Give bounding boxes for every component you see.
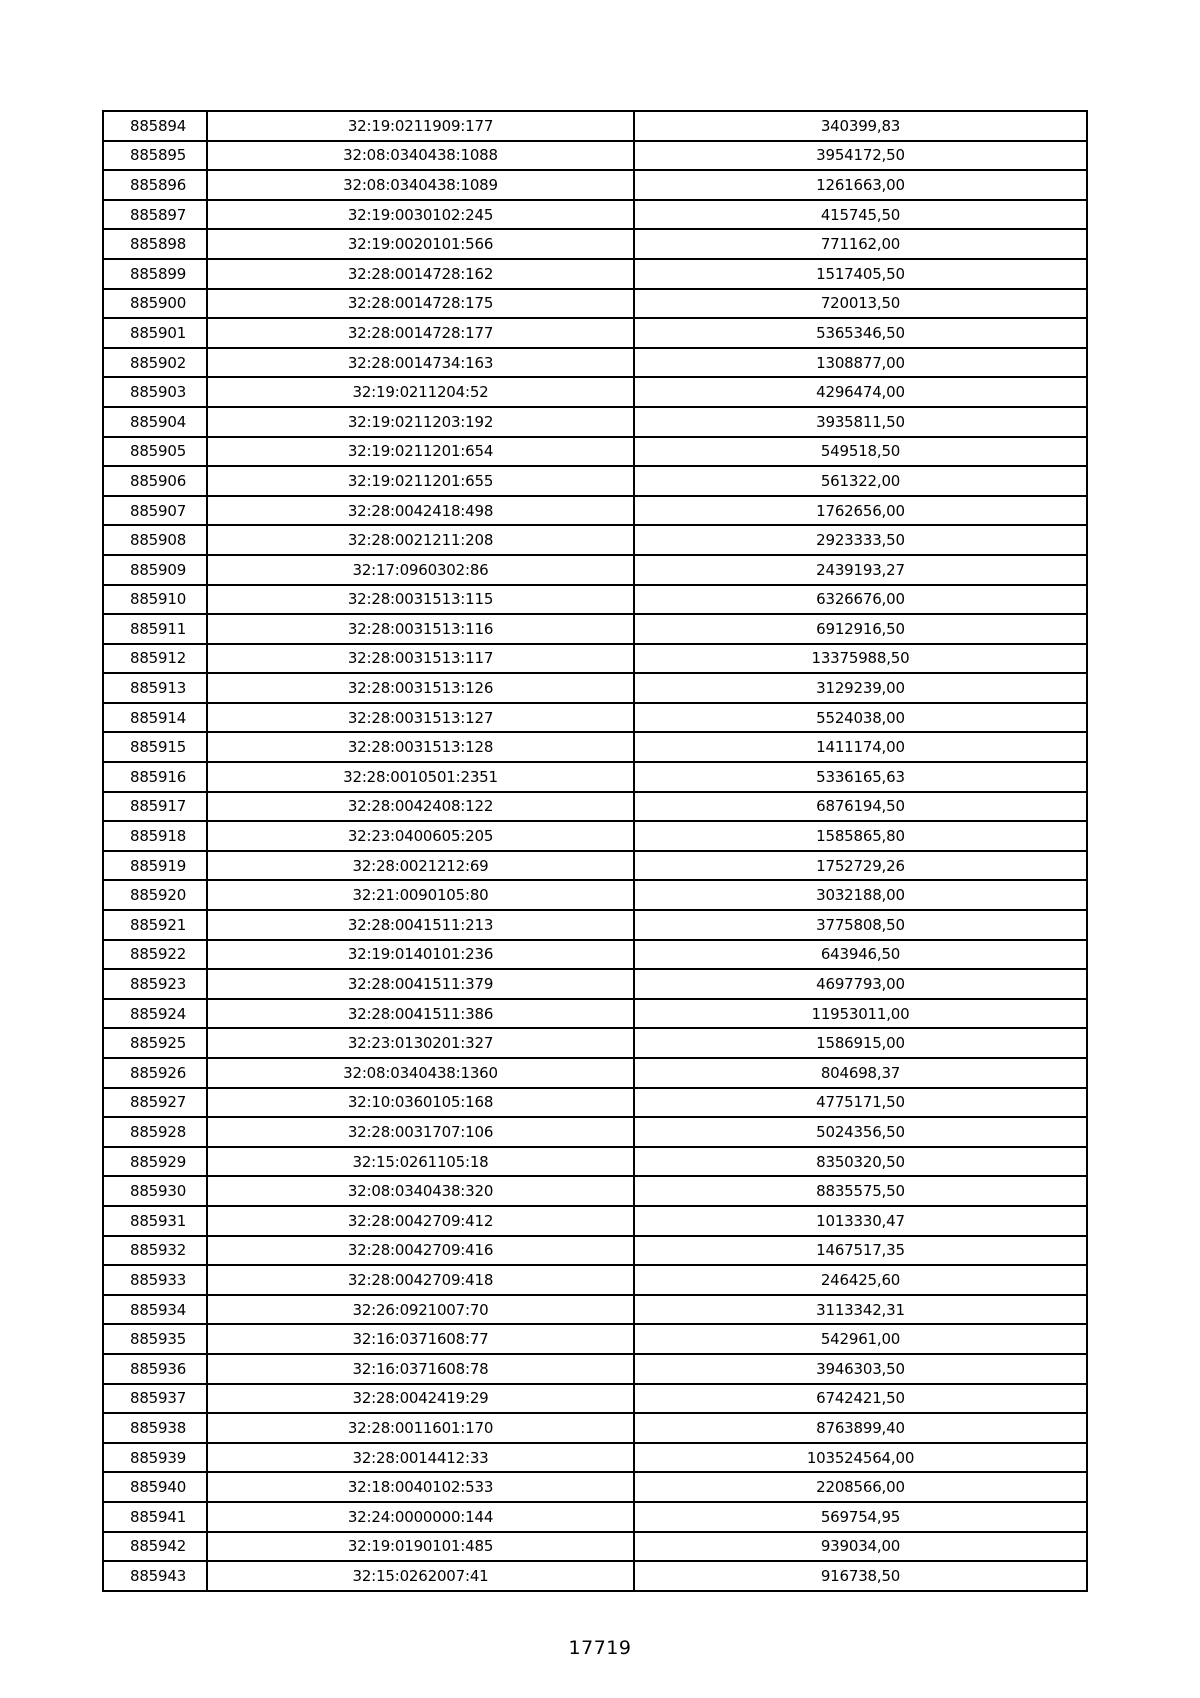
row-id-cell: 885895 — [103, 141, 207, 171]
table-row — [103, 377, 1087, 407]
row-id-cell: 885897 — [103, 200, 207, 230]
row-id-cell: 885913 — [103, 673, 207, 703]
row-id-cell: 885904 — [103, 407, 207, 437]
value-cell: 1586915,00 — [634, 1028, 1087, 1058]
cadastral-number-cell: 32:23:0400605:205 — [207, 821, 634, 851]
value-cell: 1261663,00 — [634, 170, 1087, 200]
table-row — [103, 1532, 1087, 1562]
cadastral-number-cell: 32:15:0261105:18 — [207, 1147, 634, 1177]
table-row — [103, 259, 1087, 289]
row-id-cell: 885928 — [103, 1117, 207, 1147]
table-row — [103, 910, 1087, 940]
table-row — [103, 318, 1087, 348]
table-row — [103, 525, 1087, 555]
row-id-cell: 885943 — [103, 1561, 207, 1591]
value-cell: 5024356,50 — [634, 1117, 1087, 1147]
table-row — [103, 644, 1087, 674]
table-row — [103, 466, 1087, 496]
cadastral-number-cell: 32:28:0014728:177 — [207, 318, 634, 348]
cadastral-number-cell: 32:28:0031513:127 — [207, 703, 634, 733]
page-number: 17719 — [568, 1637, 632, 1659]
table-row — [103, 437, 1087, 467]
cadastral-number-cell: 32:08:0340438:1360 — [207, 1058, 634, 1088]
row-id-cell: 885916 — [103, 762, 207, 792]
value-cell: 103524564,00 — [634, 1443, 1087, 1473]
table-row — [103, 999, 1087, 1029]
cadastral-number-cell: 32:28:0042408:122 — [207, 792, 634, 822]
cadastral-number-cell: 32:08:0340438:1088 — [207, 141, 634, 171]
cadastral-number-cell: 32:28:0014412:33 — [207, 1443, 634, 1473]
row-id-cell: 885927 — [103, 1088, 207, 1118]
table-row — [103, 792, 1087, 822]
table-body — [103, 111, 1087, 1591]
cadastral-number-cell: 32:28:0042418:498 — [207, 496, 634, 526]
row-id-cell: 885937 — [103, 1384, 207, 1414]
table-row — [103, 407, 1087, 437]
value-cell: 3935811,50 — [634, 407, 1087, 437]
table-row — [103, 1295, 1087, 1325]
value-cell: 11953011,00 — [634, 999, 1087, 1029]
value-cell: 1308877,00 — [634, 348, 1087, 378]
cadastral-number-cell: 32:16:0371608:78 — [207, 1354, 634, 1384]
value-cell: 8350320,50 — [634, 1147, 1087, 1177]
table-row — [103, 555, 1087, 585]
table-row — [103, 732, 1087, 762]
cadastral-number-cell: 32:19:0211201:655 — [207, 466, 634, 496]
table-row — [103, 940, 1087, 970]
value-cell: 2208566,00 — [634, 1472, 1087, 1502]
row-id-cell: 885939 — [103, 1443, 207, 1473]
cadastral-number-cell: 32:28:0042419:29 — [207, 1384, 634, 1414]
cadastral-number-cell: 32:28:0042709:416 — [207, 1236, 634, 1266]
row-id-cell: 885909 — [103, 555, 207, 585]
cadastral-number-cell: 32:28:0031513:115 — [207, 585, 634, 615]
data-table — [102, 110, 1088, 1592]
table-row — [103, 969, 1087, 999]
value-cell: 3946303,50 — [634, 1354, 1087, 1384]
value-cell: 771162,00 — [634, 229, 1087, 259]
value-cell: 643946,50 — [634, 940, 1087, 970]
value-cell: 5365346,50 — [634, 318, 1087, 348]
value-cell: 6912916,50 — [634, 614, 1087, 644]
table-row — [103, 851, 1087, 881]
value-cell: 8835575,50 — [634, 1176, 1087, 1206]
value-cell: 8763899,40 — [634, 1413, 1087, 1443]
row-id-cell: 885934 — [103, 1295, 207, 1325]
table-row — [103, 1354, 1087, 1384]
value-cell: 1762656,00 — [634, 496, 1087, 526]
value-cell: 804698,37 — [634, 1058, 1087, 1088]
value-cell: 6326676,00 — [634, 585, 1087, 615]
table-row — [103, 1265, 1087, 1295]
cadastral-number-cell: 32:19:0140101:236 — [207, 940, 634, 970]
row-id-cell: 885919 — [103, 851, 207, 881]
row-id-cell: 885920 — [103, 880, 207, 910]
table-row — [103, 1324, 1087, 1354]
table-row — [103, 585, 1087, 615]
cadastral-number-cell: 32:19:0211201:654 — [207, 437, 634, 467]
cadastral-number-cell: 32:18:0040102:533 — [207, 1472, 634, 1502]
value-cell: 13375988,50 — [634, 644, 1087, 674]
row-id-cell: 885894 — [103, 111, 207, 141]
row-id-cell: 885922 — [103, 940, 207, 970]
value-cell: 5524038,00 — [634, 703, 1087, 733]
value-cell: 415745,50 — [634, 200, 1087, 230]
row-id-cell: 885942 — [103, 1532, 207, 1562]
row-id-cell: 885935 — [103, 1324, 207, 1354]
table-row — [103, 1236, 1087, 1266]
value-cell: 6742421,50 — [634, 1384, 1087, 1414]
cadastral-number-cell: 32:28:0031707:106 — [207, 1117, 634, 1147]
row-id-cell: 885905 — [103, 437, 207, 467]
cadastral-number-cell: 32:28:0021212:69 — [207, 851, 634, 881]
value-cell: 1467517,35 — [634, 1236, 1087, 1266]
cadastral-number-cell: 32:28:0014734:163 — [207, 348, 634, 378]
row-id-cell: 885901 — [103, 318, 207, 348]
value-cell: 1585865,80 — [634, 821, 1087, 851]
value-cell: 1013330,47 — [634, 1206, 1087, 1236]
cadastral-number-cell: 32:28:0014728:175 — [207, 289, 634, 319]
table-row — [103, 170, 1087, 200]
table-row — [103, 1472, 1087, 1502]
value-cell: 4296474,00 — [634, 377, 1087, 407]
cadastral-number-cell: 32:21:0090105:80 — [207, 880, 634, 910]
cadastral-number-cell: 32:10:0360105:168 — [207, 1088, 634, 1118]
table-row — [103, 1206, 1087, 1236]
row-id-cell: 885932 — [103, 1236, 207, 1266]
table-row — [103, 289, 1087, 319]
row-id-cell: 885911 — [103, 614, 207, 644]
cadastral-number-cell: 32:28:0041511:386 — [207, 999, 634, 1029]
cadastral-number-cell: 32:23:0130201:327 — [207, 1028, 634, 1058]
row-id-cell: 885926 — [103, 1058, 207, 1088]
row-id-cell: 885918 — [103, 821, 207, 851]
cadastral-number-cell: 32:19:0211909:177 — [207, 111, 634, 141]
value-cell: 4775171,50 — [634, 1088, 1087, 1118]
table-row — [103, 614, 1087, 644]
row-id-cell: 885914 — [103, 703, 207, 733]
cadastral-number-cell: 32:19:0190101:485 — [207, 1532, 634, 1562]
cadastral-number-cell: 32:19:0211203:192 — [207, 407, 634, 437]
value-cell: 1752729,26 — [634, 851, 1087, 881]
row-id-cell: 885938 — [103, 1413, 207, 1443]
table-row — [103, 1502, 1087, 1532]
row-id-cell: 885900 — [103, 289, 207, 319]
value-cell: 939034,00 — [634, 1532, 1087, 1562]
row-id-cell: 885941 — [103, 1502, 207, 1532]
row-id-cell: 885921 — [103, 910, 207, 940]
table-row — [103, 1117, 1087, 1147]
table-row — [103, 673, 1087, 703]
value-cell: 5336165,63 — [634, 762, 1087, 792]
table-row — [103, 496, 1087, 526]
row-id-cell: 885906 — [103, 466, 207, 496]
cadastral-number-cell: 32:19:0030102:245 — [207, 200, 634, 230]
cadastral-number-cell: 32:19:0211204:52 — [207, 377, 634, 407]
table-row — [103, 821, 1087, 851]
value-cell: 561322,00 — [634, 466, 1087, 496]
table-row — [103, 1147, 1087, 1177]
value-cell: 3775808,50 — [634, 910, 1087, 940]
row-id-cell: 885896 — [103, 170, 207, 200]
value-cell: 569754,95 — [634, 1502, 1087, 1532]
cadastral-number-cell: 32:17:0960302:86 — [207, 555, 634, 585]
value-cell: 2923333,50 — [634, 525, 1087, 555]
table-row — [103, 1443, 1087, 1473]
cadastral-number-cell: 32:15:0262007:41 — [207, 1561, 634, 1591]
row-id-cell: 885903 — [103, 377, 207, 407]
value-cell: 2439193,27 — [634, 555, 1087, 585]
value-cell: 1411174,00 — [634, 732, 1087, 762]
cadastral-number-cell: 32:28:0014728:162 — [207, 259, 634, 289]
row-id-cell: 885907 — [103, 496, 207, 526]
cadastral-number-cell: 32:28:0031513:117 — [207, 644, 634, 674]
row-id-cell: 885899 — [103, 259, 207, 289]
table-row — [103, 1088, 1087, 1118]
table-row — [103, 1413, 1087, 1443]
cadastral-number-cell: 32:28:0042709:418 — [207, 1265, 634, 1295]
table-row — [103, 1028, 1087, 1058]
value-cell: 3113342,31 — [634, 1295, 1087, 1325]
table-row — [103, 880, 1087, 910]
table-row — [103, 1384, 1087, 1414]
table-row — [103, 229, 1087, 259]
row-id-cell: 885933 — [103, 1265, 207, 1295]
row-id-cell: 885929 — [103, 1147, 207, 1177]
value-cell: 3032188,00 — [634, 880, 1087, 910]
cadastral-number-cell: 32:08:0340438:320 — [207, 1176, 634, 1206]
row-id-cell: 885898 — [103, 229, 207, 259]
row-id-cell: 885915 — [103, 732, 207, 762]
table-row — [103, 141, 1087, 171]
value-cell: 3129239,00 — [634, 673, 1087, 703]
row-id-cell: 885908 — [103, 525, 207, 555]
value-cell: 246425,60 — [634, 1265, 1087, 1295]
row-id-cell: 885917 — [103, 792, 207, 822]
cadastral-number-cell: 32:28:0031513:128 — [207, 732, 634, 762]
row-id-cell: 885912 — [103, 644, 207, 674]
table-row — [103, 348, 1087, 378]
cadastral-number-cell: 32:28:0042709:412 — [207, 1206, 634, 1236]
row-id-cell: 885925 — [103, 1028, 207, 1058]
value-cell: 549518,50 — [634, 437, 1087, 467]
cadastral-number-cell: 32:28:0041511:213 — [207, 910, 634, 940]
table-row — [103, 1058, 1087, 1088]
value-cell: 6876194,50 — [634, 792, 1087, 822]
row-id-cell: 885902 — [103, 348, 207, 378]
value-cell: 916738,50 — [634, 1561, 1087, 1591]
cadastral-number-cell: 32:24:0000000:144 — [207, 1502, 634, 1532]
row-id-cell: 885931 — [103, 1206, 207, 1236]
row-id-cell: 885940 — [103, 1472, 207, 1502]
cadastral-number-cell: 32:28:0031513:126 — [207, 673, 634, 703]
cadastral-number-cell: 32:28:0011601:170 — [207, 1413, 634, 1443]
cadastral-number-cell: 32:19:0020101:566 — [207, 229, 634, 259]
value-cell: 3954172,50 — [634, 141, 1087, 171]
row-id-cell: 885936 — [103, 1354, 207, 1384]
table-row — [103, 762, 1087, 792]
table-row — [103, 1176, 1087, 1206]
cadastral-number-cell: 32:28:0021211:208 — [207, 525, 634, 555]
cadastral-number-cell: 32:28:0031513:116 — [207, 614, 634, 644]
cadastral-number-cell: 32:08:0340438:1089 — [207, 170, 634, 200]
cadastral-number-cell: 32:28:0041511:379 — [207, 969, 634, 999]
value-cell: 1517405,50 — [634, 259, 1087, 289]
row-id-cell: 885910 — [103, 585, 207, 615]
row-id-cell: 885923 — [103, 969, 207, 999]
cadastral-number-cell: 32:16:0371608:77 — [207, 1324, 634, 1354]
table-row — [103, 1561, 1087, 1591]
value-cell: 542961,00 — [634, 1324, 1087, 1354]
table-row — [103, 703, 1087, 733]
cadastral-number-cell: 32:28:0010501:2351 — [207, 762, 634, 792]
table-row — [103, 200, 1087, 230]
row-id-cell: 885930 — [103, 1176, 207, 1206]
row-id-cell: 885924 — [103, 999, 207, 1029]
table-row — [103, 111, 1087, 141]
value-cell: 340399,83 — [634, 111, 1087, 141]
value-cell: 720013,50 — [634, 289, 1087, 319]
value-cell: 4697793,00 — [634, 969, 1087, 999]
cadastral-number-cell: 32:26:0921007:70 — [207, 1295, 634, 1325]
